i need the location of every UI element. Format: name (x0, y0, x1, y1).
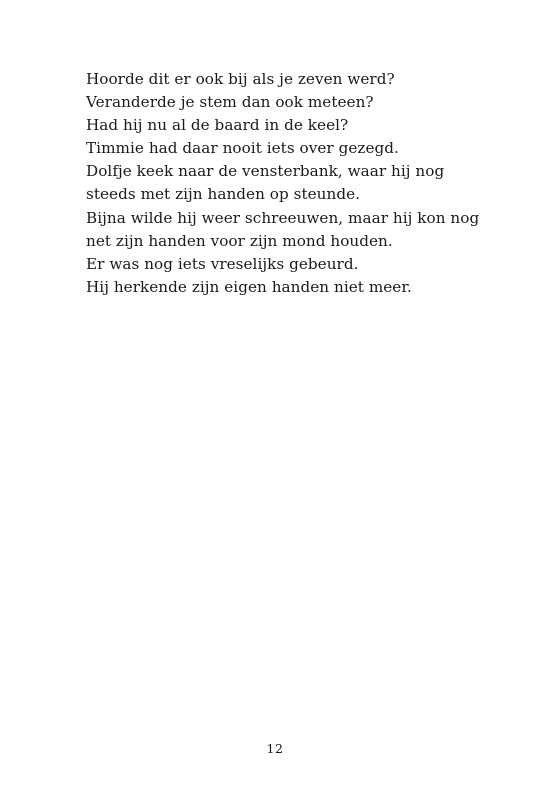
text-line: net zijn handen voor zijn mond houden. (86, 231, 393, 250)
text-line: Veranderde je stem dan ook meteen? (86, 93, 374, 112)
page-number: 12 (266, 741, 284, 756)
body-text (86, 68, 526, 299)
text-line: Bijna wilde hij weer schreeuwen, maar hij kon nog (86, 208, 480, 227)
text-line: Hij herkende zijn eigen handen niet meer. (86, 277, 412, 296)
text-line: Hoorde dit er ook bij als je zeven werd? (86, 70, 395, 88)
text-line: Er was nog iets vreselijks gebeurd. (86, 254, 359, 273)
text-line: steeds met zijn handen op steunde. (86, 185, 361, 204)
text-line: Timmie had daar nooit iets over gezegd. (86, 139, 399, 158)
text-line: Dolfje keek naar de vensterbank, waar hij nog (86, 162, 445, 181)
text-line: Had hij nu al de baard in de keel? (86, 116, 349, 135)
